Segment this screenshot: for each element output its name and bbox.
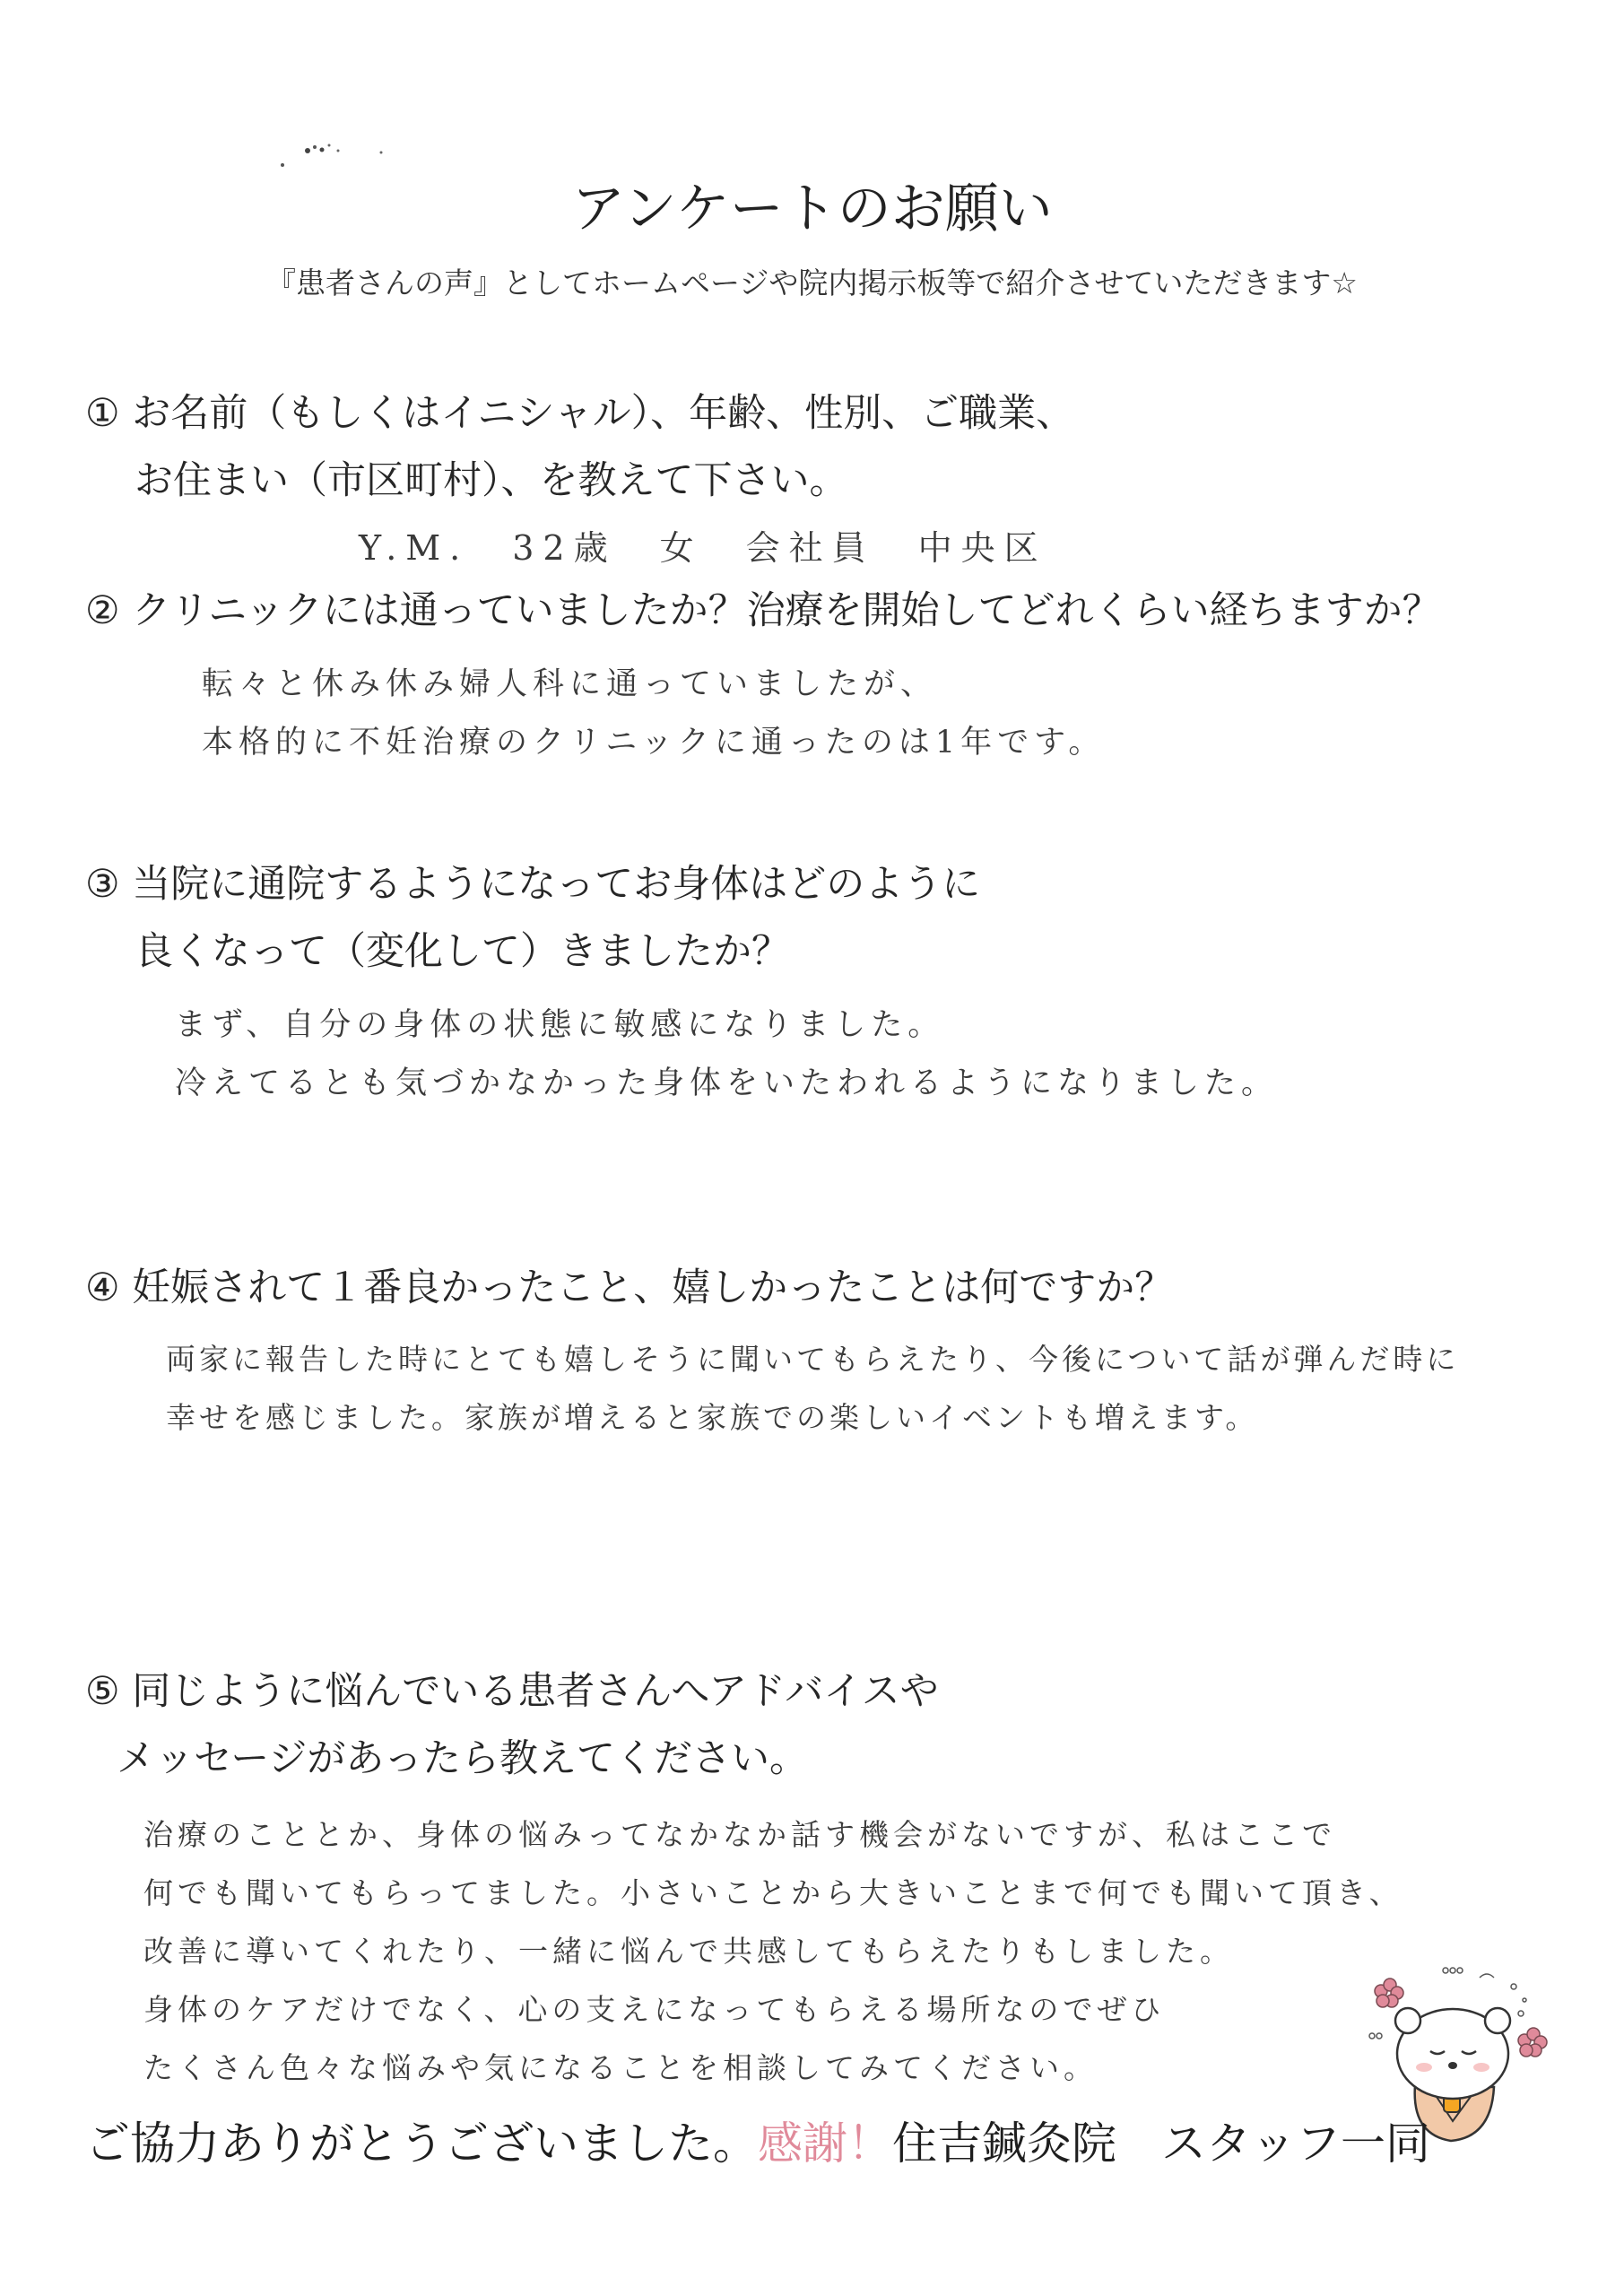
answer-5-line-1: 治療のこととか、身体の悩みってなかなか話す機会がないですが、私はここで xyxy=(143,1817,1336,1852)
answer-5-line-5: たくさん色々な悩みや気になることを相談してみてください。 xyxy=(143,2050,1098,2085)
question-5-line-2: メッセージがあったら教えてください。 xyxy=(117,1736,808,1781)
answer-5-line-4: 身体のケアだけでなく、心の支えになってもらえる場所なのでぜひ xyxy=(143,1992,1166,2027)
footer-clinic-staff: 住吉鍼灸院 スタッフ一同 xyxy=(892,2118,1430,2170)
question-5-line-1: ⑤ 同じように悩んでいる患者さんへアドバイスや xyxy=(85,1669,939,1714)
page-subtitle: 『患者さんの声』としてホームページや院内掲示板等で紹介させていただきます☆ xyxy=(266,265,1358,300)
answer-5-line-2: 何でも聞いてもらってました。小さいことから大きいことまで何でも聞いて頂き、 xyxy=(143,1875,1403,1910)
answer-4-line-2: 幸せを感じました。家族が増えると家族での楽しいイベントも増えます。 xyxy=(166,1400,1259,1435)
question-3-line-1: ③ 当院に通院するようになってお身体はどのように xyxy=(85,862,981,907)
question-1-line-1: ① お名前（もしくはイニシャル）、年齢、性別、ご職業、 xyxy=(85,391,1075,436)
page-title: アンケートのお願い xyxy=(571,178,1053,240)
question-4-line-1: ④ 妊娠されて１番良かったこと、嬉しかったことは何ですか？ xyxy=(85,1265,1174,1310)
question-3-line-2: 良くなって（変化して）きましたか？ xyxy=(135,929,790,974)
answer-2-line-2: 本格的に不妊治療のクリニックに通ったのは1年です。 xyxy=(202,725,1106,761)
footer-thanks-text: ご協力ありがとうございました。 xyxy=(85,2118,758,2170)
answer-4-line-1: 両家に報告した時にとても嬉しそうに聞いてもらえたり、今後について話が弾んだ時に xyxy=(166,1342,1460,1377)
answer-3-line-1: まず、自分の身体の状態に敏感になりました。 xyxy=(175,1007,945,1043)
footer-thanks xyxy=(85,2108,1430,2172)
scan-specks xyxy=(274,135,390,170)
answer-2-line-1: 転々と休み休み婦人科に通っていましたが、 xyxy=(202,666,938,702)
answer-1-line-1: Y.M. 32歳 女 会社員 中央区 xyxy=(359,528,1047,568)
question-1-line-2: お住まい（市区町村）、を教えて下さい。 xyxy=(135,458,848,503)
answer-5-line-3: 改善に導いてくれたり、一緒に悩んで共感してもらえたりもしました。 xyxy=(143,1934,1234,1969)
question-2-line-1: ② クリニックには通っていましたか？治療を開始してどれくらい経ちますか？ xyxy=(85,588,1441,633)
answer-3-line-2: 冷えてるとも気づかなかった身体をいたわれるようになりました。 xyxy=(175,1065,1279,1101)
footer-gratitude: 感謝！ xyxy=(758,2118,892,2170)
